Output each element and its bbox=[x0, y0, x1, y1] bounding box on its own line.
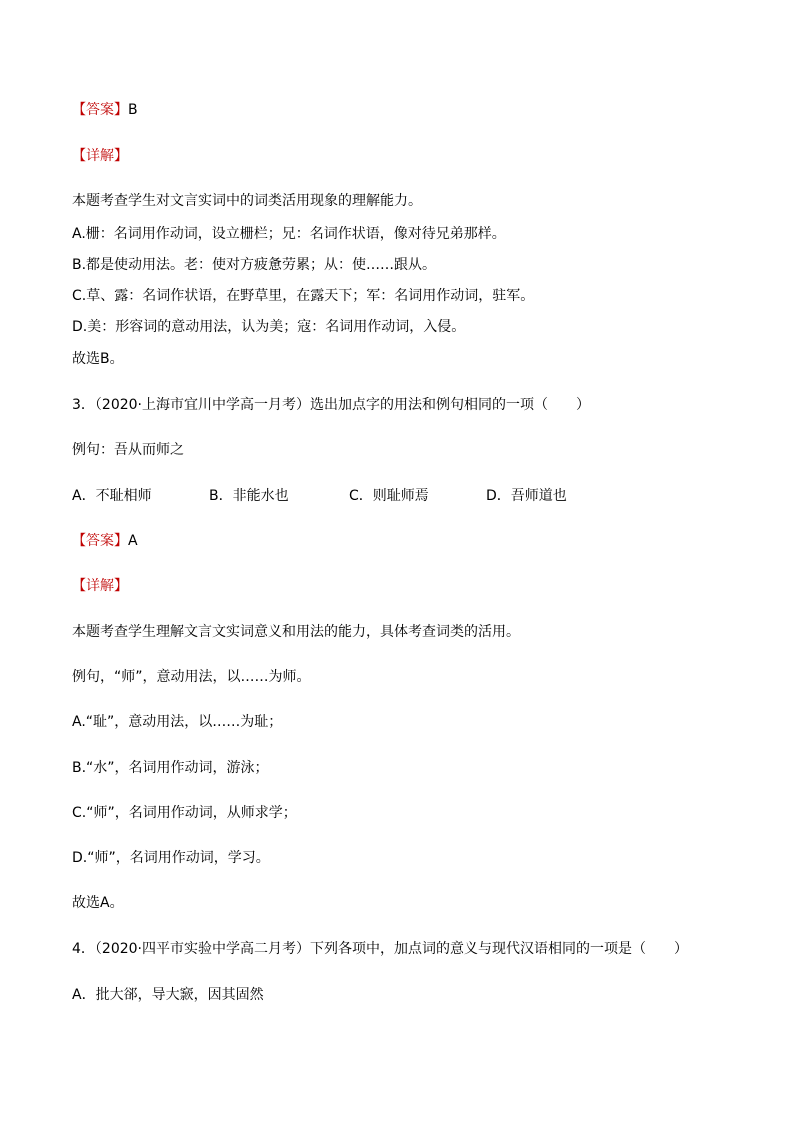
detail-line: 本题考查学生对文言实词中的词类活用现象的理解能力。 bbox=[72, 193, 422, 209]
detail-line: C.“师”，名词用作动词，从师求学； bbox=[72, 805, 297, 821]
answer-label: 【答案】 bbox=[72, 533, 128, 549]
answer-line bbox=[72, 101, 138, 119]
option-b: B．非能水也 bbox=[209, 488, 289, 504]
detail-line: 本题考查学生理解文言文实词意义和用法的能力，具体考查词类的活用。 bbox=[72, 624, 520, 640]
options-row bbox=[72, 487, 567, 505]
detail-line: B.都是使动用法。老：使对方疲惫劳累；从：使……跟从。 bbox=[72, 257, 437, 273]
question-example: 例句：吾从而师之 bbox=[72, 442, 184, 458]
option-d: D．吾师道也 bbox=[486, 488, 567, 504]
detail-line: D.美：形容词的意动用法，认为美；寇：名词用作动词，入侵。 bbox=[72, 319, 466, 335]
detail-line: C.草、露：名词作状语，在野草里，在露天下；军：名词用作动词，驻军。 bbox=[72, 288, 535, 304]
detail-line: A.“耻”，意动用法，以……为耻； bbox=[72, 714, 283, 730]
answer-value: A bbox=[128, 533, 138, 549]
detail-line: D.“师”，名词用作动词，学习。 bbox=[72, 850, 270, 866]
detail-line: B.“水”，名词用作动词，游泳； bbox=[72, 760, 269, 776]
answer-line bbox=[72, 532, 138, 550]
detail-line: 故选B。 bbox=[72, 351, 124, 367]
question-stem: 3．（2020·上海市宜川中学高一月考）选出加点字的用法和例句相同的一项（ ） bbox=[72, 397, 590, 413]
detail-line: 例句，“师”，意动用法，以……为师。 bbox=[72, 669, 311, 685]
option-a: A．不耻相师 bbox=[72, 488, 152, 504]
detail-label: 【详解】 bbox=[72, 148, 128, 164]
question-stem: 4．（2020·四平市实验中学高二月考）下列各项中，加点词的意义与现代汉语相同的一项是（ ） bbox=[72, 941, 688, 957]
answer-value: B bbox=[128, 102, 138, 118]
answer-label: 【答案】 bbox=[72, 102, 128, 118]
detail-line: 故选A。 bbox=[72, 895, 124, 911]
detail-line: A.栅：名词用作动词，设立栅栏；兄：名词作状语，像对待兄弟那样。 bbox=[72, 226, 506, 242]
option-c: C．则耻师焉 bbox=[349, 488, 429, 504]
option-a: A．批大郤，导大窾，因其固然 bbox=[72, 987, 264, 1003]
detail-label: 【详解】 bbox=[72, 578, 128, 594]
